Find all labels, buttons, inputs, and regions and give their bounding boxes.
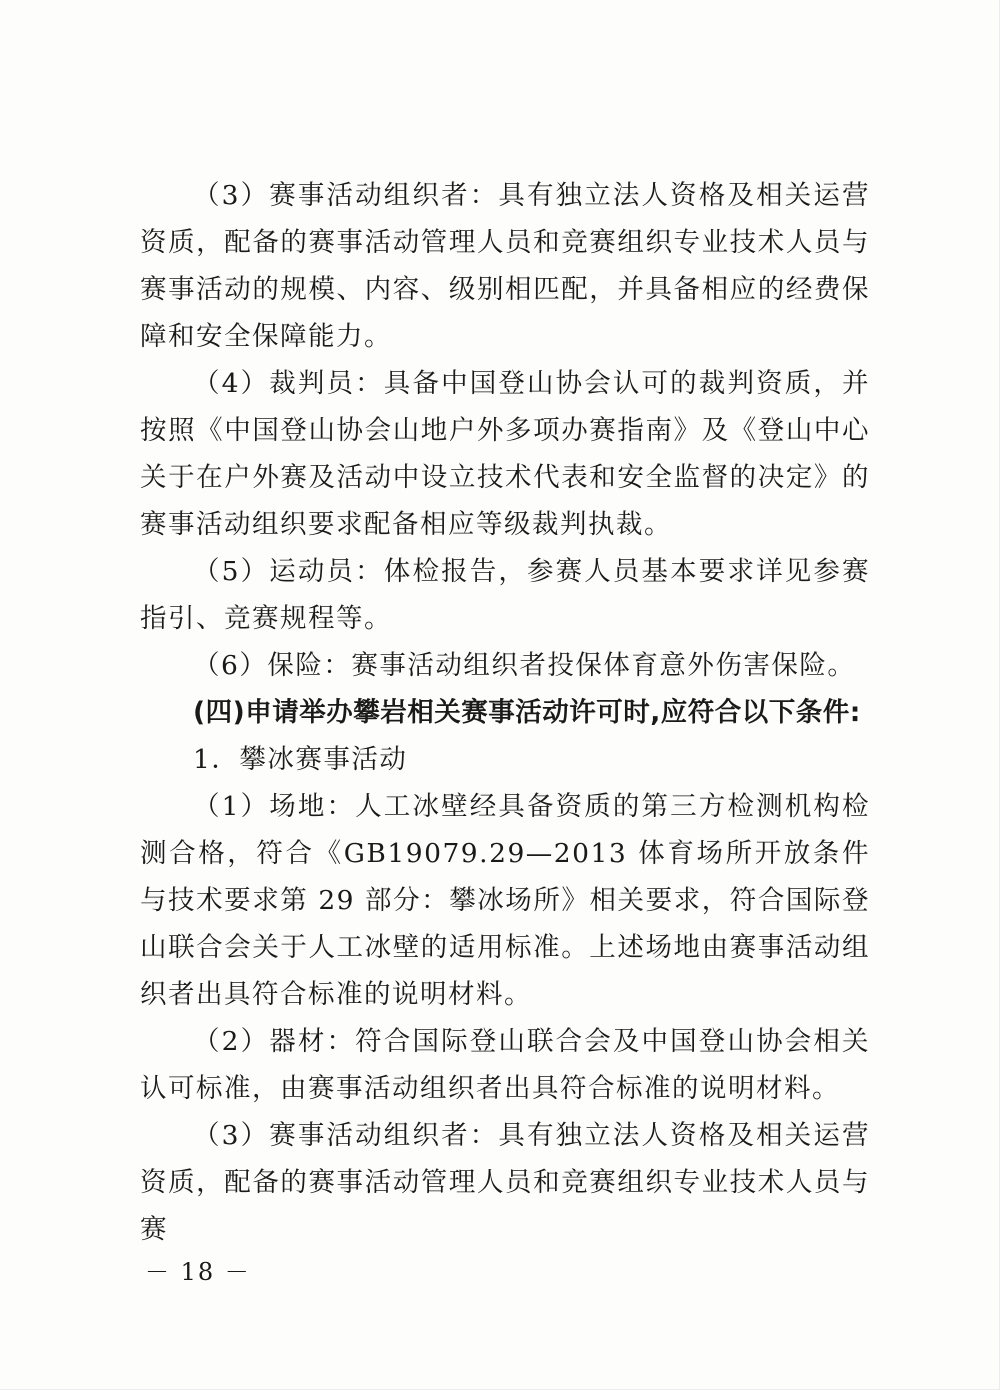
section-heading: (四)申请举办攀岩相关赛事活动许可时,应符合以下条件: — [193, 697, 861, 728]
document-body — [140, 172, 870, 1253]
paragraph-insurance: （6）保险：赛事活动组织者投保体育意外伤害保险。 — [193, 650, 856, 681]
subsection-title-ice-climbing: 1．攀冰赛事活动 — [193, 744, 408, 775]
paragraph-venue: （1）场地：人工冰壁经具备资质的第三方检测机构检测合格，符合《GB19079.29—2013 体育场所开放条件与技术要求第 29 部分：攀冰场所》相关要求，符合国际登山联合会关于人工冰壁的适用标准。上述场地由赛事活动组织者出具符合标准的说明材料。 — [140, 791, 870, 1010]
paragraph-organizer-2: （3）赛事活动组织者：具有独立法人资格及相关运营资质，配备的赛事活动管理人员和竞赛组织专业技术人员与赛 — [140, 1120, 870, 1245]
paragraph-referee: （4）裁判员：具备中国登山协会认可的裁判资质，并按照《中国登山协会山地户外多项办赛指南》及《登山中心关于在户外赛及活动中设立技术代表和安全监督的决定》的赛事活动组织要求配备相应等级裁判执裁。 — [140, 368, 870, 540]
paragraph-athlete: （5）运动员：体检报告，参赛人员基本要求详见参赛指引、竞赛规程等。 — [140, 556, 870, 634]
paragraph-equipment: （2）器材：符合国际登山联合会及中国登山协会相关认可标准，由赛事活动组织者出具符合标准的说明材料。 — [140, 1026, 870, 1104]
page-number: － 18 － — [145, 1258, 251, 1286]
paragraph-organizer-1: （3）赛事活动组织者：具有独立法人资格及相关运营资质，配备的赛事活动管理人员和竞赛组织专业技术人员与赛事活动的规模、内容、级别相匹配，并具备相应的经费保障和安全保障能力。 — [140, 180, 870, 352]
